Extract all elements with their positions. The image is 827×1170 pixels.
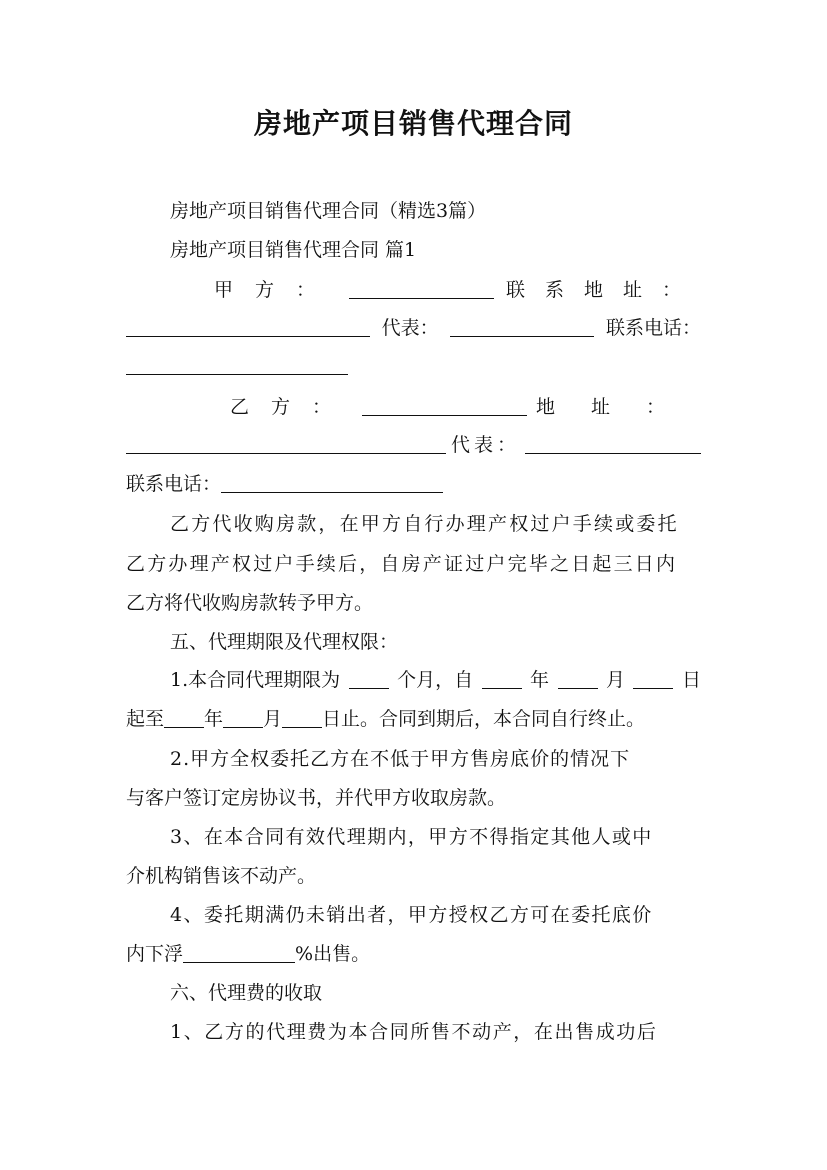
party-a-rep-blank [450, 336, 594, 337]
party-b-phone-blank [221, 492, 443, 493]
paragraph-line: 乙方将代收购房款转予甲方。 [126, 592, 374, 614]
party-b-label: 乙方： [230, 396, 354, 418]
paragraph-line: 乙方办理产权过户手续后，自房产证过户完毕之日起三日内 [126, 553, 678, 575]
term-text: 年 [204, 708, 224, 730]
party-b-phone-line [126, 465, 701, 503]
party-a-label: 甲方： [214, 279, 338, 301]
paragraph-line: 4、委托期满仍未销出者，甲方授权乙方可在委托底价 [170, 904, 653, 926]
term-line-2 [126, 700, 701, 738]
paragraph-line: 与客户签订定房协议书，并代甲方收取房款。 [126, 787, 507, 809]
start-month-blank [558, 688, 598, 689]
discount-text: 内下浮 [126, 943, 184, 965]
party-b-rep-blank [525, 453, 701, 454]
months-blank [349, 688, 389, 689]
party-a-phone-label: 联系电话： [605, 317, 701, 339]
party-a-name-blank [349, 298, 494, 299]
discount-text: %出售。 [295, 943, 371, 965]
section-five-heading: 五、代理期限及代理权限： [170, 631, 399, 653]
subtitle: 房地产项目销售代理合同（精选3篇） [170, 200, 487, 222]
term-line-1 [170, 661, 701, 699]
paragraph-line: 3、在本合同有效代理期内，甲方不得指定其他人或中 [170, 826, 653, 848]
term-text: 1.本合同代理期限为 [170, 669, 341, 691]
paragraph-line: 2.甲方全权委托乙方在不低于甲方售房底价的情况下 [170, 748, 631, 770]
term-text: 日 [681, 669, 701, 691]
discount-blank [183, 962, 295, 963]
start-day-blank [633, 688, 673, 689]
term-text: 月 [605, 669, 625, 691]
party-a-phone-line [126, 347, 701, 385]
party-b-rep-label: 代表： [450, 434, 520, 456]
party-a-rep-label: 代表： [381, 317, 439, 339]
party-a-rep-line [126, 309, 701, 347]
term-text: 日止。合同到期后，本合同自行终止。 [322, 708, 646, 730]
section-heading: 房地产项目销售代理合同 篇1 [170, 239, 417, 261]
section-six-heading: 六、代理费的收取 [170, 982, 323, 1004]
party-a-address-label: 联系地址： [505, 279, 701, 301]
party-a-line [214, 271, 701, 309]
paragraph-line: 1、乙方的代理费为本合同所售不动产，在出售成功后 [170, 1021, 658, 1043]
party-b-name-blank [362, 415, 527, 416]
end-day-blank [282, 727, 322, 728]
party-b-phone-label: 联系电话： [126, 473, 222, 495]
party-a-phone-blank [126, 374, 348, 375]
party-a-address-blank [126, 336, 370, 337]
term-text: 起至 [126, 708, 165, 730]
party-b-line [230, 388, 701, 426]
party-b-rep-line [126, 426, 701, 464]
document-title: 房地产项目销售代理合同 [253, 107, 573, 140]
party-b-address-label: 地址： [535, 396, 701, 418]
term-text: 个月，自 [397, 669, 474, 691]
paragraph-line: 乙方代收购房款，在甲方自行办理产权过户手续或委托 [170, 513, 679, 535]
start-year-blank [482, 688, 522, 689]
end-year-blank [164, 727, 204, 728]
term-text: 年 [530, 669, 550, 691]
discount-line [126, 935, 701, 973]
party-b-address-blank [126, 453, 446, 454]
end-month-blank [223, 727, 263, 728]
paragraph-line: 介机构销售该不动产。 [126, 865, 317, 887]
term-text: 月 [263, 708, 283, 730]
